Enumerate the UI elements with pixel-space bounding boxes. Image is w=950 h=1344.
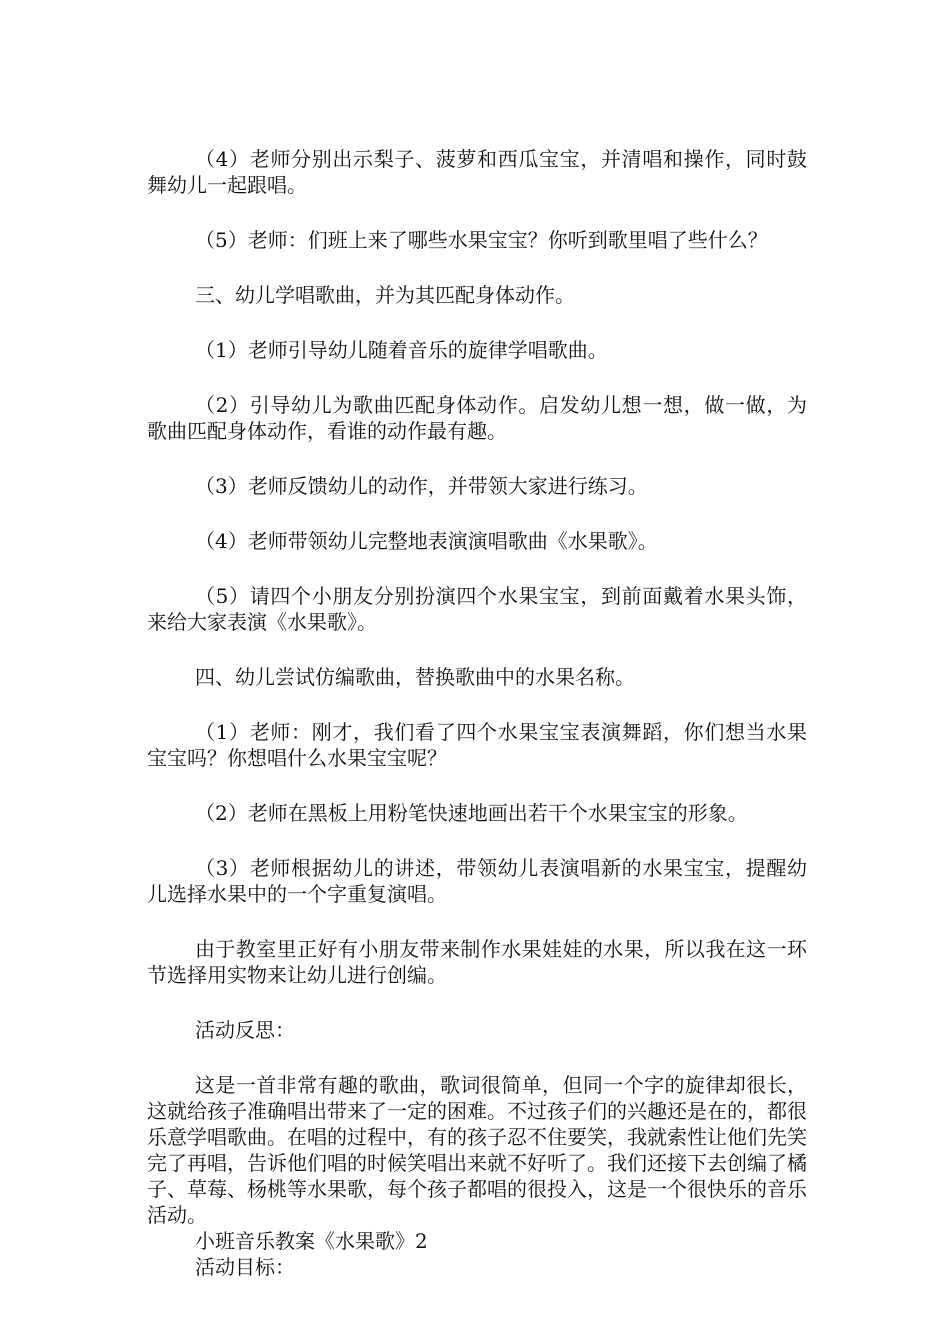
paragraph: （4）老师带领幼儿完整地表演演唱歌曲《水果歌》。 (195, 529, 658, 553)
paragraph: （5）老师：们班上来了哪些水果宝宝？你听到歌里唱了些什么？ (195, 228, 768, 252)
paragraph: （2）老师在黑板上用粉笔快速地画出若干个水果宝宝的形象。 (195, 801, 748, 825)
reflection-paragraph: 这是一首非常有趣的歌曲，歌词很简单，但同一个字的旋律却很长，这就给孩子准确唱出带来了一定的困难。不过孩子们的兴趣还是在的，都很乐意学唱歌曲。在唱的过程中，有的孩子忍不住要笑，我就索性让他们先笑完了再唱，告诉他们唱的时候笑唱出来就不好听了。我们还接下去创编了橘子、草莓、杨桃等水果歌，每个孩子都唱的很投入，这是一个很快乐的音乐活动。 (147, 1073, 807, 1227)
reflection-heading: 活动反思： (195, 1018, 295, 1042)
paragraph: （1）老师引导幼儿随着音乐的旋律学唱歌曲。 (195, 338, 608, 362)
document-body (147, 146, 807, 1280)
paragraph: （3）老师根据幼儿的讲述，带领幼儿表演唱新的水果宝宝，提醒幼儿选择水果中的一个字重复演唱。 (147, 856, 807, 906)
paragraph: （3）老师反馈幼儿的动作，并带领大家进行练习。 (195, 474, 648, 498)
goals-heading: 活动目标： (195, 1255, 295, 1279)
paragraph: （4）老师分别出示梨子、菠萝和西瓜宝宝，并清唱和操作，同时鼓舞幼儿一起跟唱。 (147, 147, 807, 197)
paragraph: （5）请四个小朋友分别扮演四个水果宝宝，到前面戴着水果头饰，来给大家表演《水果歌》。 (147, 584, 807, 634)
lesson-title: 小班音乐教案《水果歌》2 (195, 1229, 428, 1253)
paragraph: （2）引导幼儿为歌曲匹配身体动作。启发幼儿想一想，做一做，为歌曲匹配身体动作，看谁的动作最有趣。 (147, 393, 807, 443)
section-heading: 三、幼儿学唱歌曲，并为其匹配身体动作。 (195, 283, 575, 307)
paragraph: 由于教室里正好有小朋友带来制作水果娃娃的水果，所以我在这一环节选择用实物来让幼儿进行创编。 (147, 937, 807, 987)
paragraph: （1）老师：刚才，我们看了四个水果宝宝表演舞蹈，你们想当水果宝宝吗？你想唱什么水果宝宝呢？ (147, 720, 807, 770)
section-heading: 四、幼儿尝试仿编歌曲，替换歌曲中的水果名称。 (195, 665, 635, 689)
